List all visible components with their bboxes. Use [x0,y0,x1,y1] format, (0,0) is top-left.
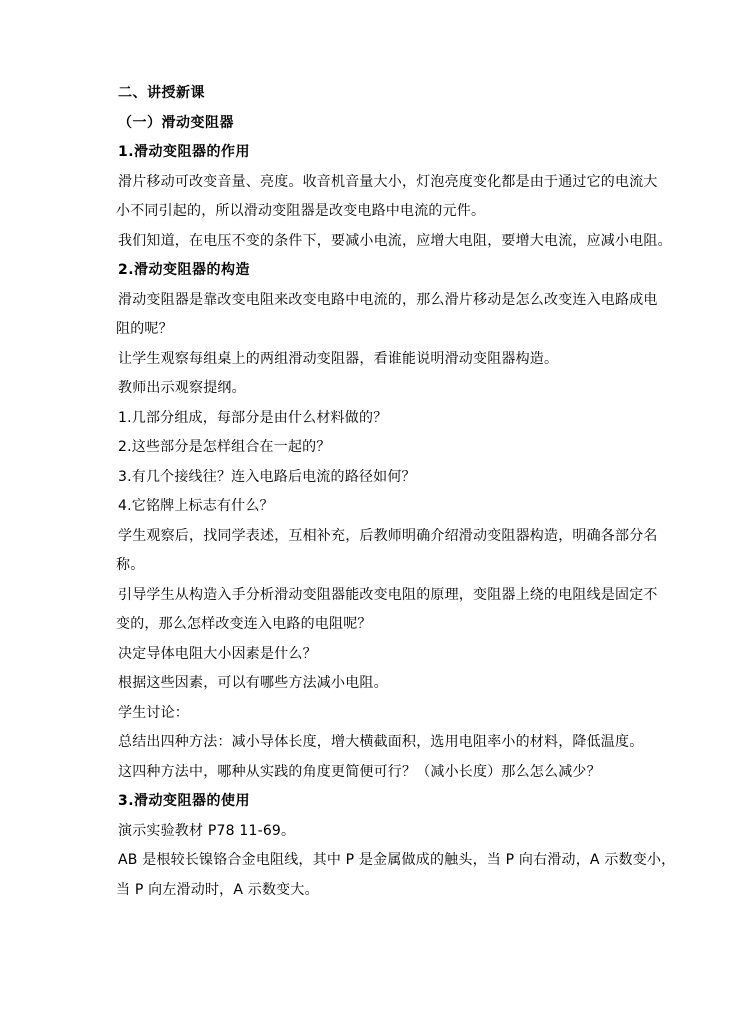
part2-question-4: 4.它铭牌上标志有什么？ [118,498,274,514]
part2-question-3: 3.有几个接线往？连入电路后电流的路径如何？ [118,468,416,485]
part2-paragraph-4 [116,522,658,581]
part2-paragraph-7: 根据这些因素，可以有哪些方法减小电阻。 [118,675,388,691]
part1-paragraph-2: 我们知道，在电压不变的条件下，要减小电流，应增大电阻，要增大电流，应减小电阻。 [118,232,672,249]
part2-paragraph-10: 这四种方法中，哪种从实践的角度更简便可行？（减小长度）那么怎么减少？ [118,763,601,780]
part2-paragraph-4-line-1: 学生观察后，找同学表述，互相补充，后教师明确介绍滑动变阻器构造，明确各部分名 [118,527,658,544]
subsection-heading: （一）滑动变阻器 [118,114,234,131]
part2-paragraph-1-line-2: 阻的呢？ [116,321,173,337]
document-body [116,79,676,905]
section-heading: 二、讲授新课 [118,85,205,101]
part3-paragraph-1: 演示实验教材 P78 11-69。 [118,822,296,839]
part2-paragraph-5-line-2: 变的，那么怎样改变连入电路的电阻呢？ [116,616,372,632]
part2-question-1: 1.几部分组成，每部分是由什么材料做的？ [118,409,388,426]
part2-paragraph-1-line-1: 滑动变阻器是靠改变电阻来改变电路中电流的，那么滑片移动是怎么改变连入电路成电 [118,291,658,308]
part2-paragraph-9: 总结出四种方法：减小导体长度，增大横截面积，选用电阻率小的材料，降低温度。 [118,734,644,750]
part2-paragraph-2: 让学生观察每组桌上的两组滑动变阻器，看谁能说明滑动变阻器构造。 [118,350,559,367]
part3-paragraph-2-line-1: AB 是根较长镍铬合金电阻线，其中 P 是金属做成的触头，当 P 向右滑动，A 示数变小， [118,852,676,868]
part2-paragraph-5-line-1: 引导学生从构造入手分析滑动变阻器能改变电阻的原理，变阻器上绕的电阻线是固定不 [118,586,658,603]
part2-paragraph-6: 决定导体电阻大小因素是什么？ [118,645,317,662]
part2-heading: 2.滑动变阻器的构造 [118,262,251,278]
part2-question-2: 2.这些部分是怎样组合在一起的？ [118,439,331,455]
part2-paragraph-5 [116,581,658,640]
part3-heading: 3.滑动变阻器的使用 [118,793,251,809]
part2-paragraph-4-line-2: 称。 [116,557,145,573]
part1-paragraph-1-line-2: 小不同引起的，所以滑动变阻器是改变电路中电流的元件。 [116,203,486,219]
part1-paragraph-1-line-1: 滑片移动可改变音量、亮度。收音机音量大小，灯泡亮度变化都是由于通过它的电流大 [118,173,658,190]
part1-paragraph-1 [116,168,658,227]
part2-paragraph-3: 教师出示观察提纲。 [118,380,246,396]
part3-paragraph-2 [116,846,676,905]
part2-paragraph-1 [116,286,658,345]
part1-heading: 1.滑动变阻器的作用 [118,144,251,160]
part2-paragraph-8: 学生讨论： [118,704,189,721]
part3-paragraph-2-line-2: 当 P 向左滑动时，A 示数变大。 [116,881,319,898]
